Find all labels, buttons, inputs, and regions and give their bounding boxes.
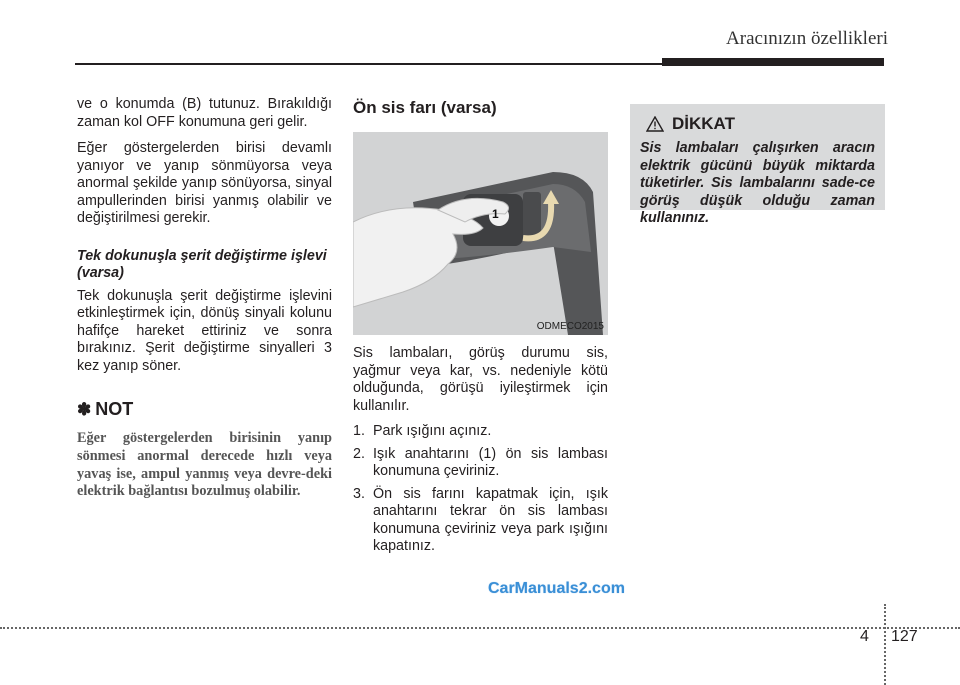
- paragraph: Eğer göstergelerden birisi devamlı yanıyor ve yanıp sönmüyorsa veya anormal şekilde yanıp sönüyorsa, sinyal ampullerinden birisi yanmış olabilir ve değiştirilmesi gerekir.: [77, 140, 332, 226]
- chapter-number: 4: [860, 628, 869, 645]
- step-number: 2.: [353, 445, 365, 462]
- caution-body: Sis lambaları çalışırken aracın elektrik gücünü büyük miktarda tüketirler. Sis lambalarını sade-ce görüş düşük olduğu zaman kullanınız.: [640, 140, 875, 226]
- running-header-title: Aracınızın özellikleri: [726, 28, 888, 49]
- page-number: 127: [891, 628, 918, 645]
- footer-rule: [0, 627, 960, 629]
- fog-light-switch-figure: [353, 132, 608, 335]
- middle-column: [353, 96, 608, 561]
- left-column: [77, 96, 332, 501]
- list-item: [353, 486, 608, 556]
- list-item: [353, 423, 608, 441]
- paragraph: Sis lambaları, görüş durumu sis, yağmur veya kar, vs. nedeniyle kötü olduğunda, görüşü iyileştirmek için kullanılır.: [353, 345, 608, 414]
- steps-list: [353, 423, 608, 556]
- footer-divider: [884, 604, 886, 685]
- note-body: Eğer göstergelerden birisinin yanıp sönmesi anormal derecede hızlı veya yavaş ise, ampul yanmış veya devre-deki elektrik bağlantısı bozulmuş olabilir.: [77, 430, 332, 500]
- paragraph: Tek dokunuşla şerit değiştirme işlevini etkinleştirmek için, dönüş sinyali kolunu hafifçe hareket ettiriniz ve sonra bırakınız. Şerit değiştirme sinyalleri 3 kez yanıp söner.: [77, 287, 332, 374]
- section-title: Ön sis farı (varsa): [353, 98, 497, 117]
- step-number: 1.: [353, 423, 365, 439]
- header-rule-bar: [662, 58, 884, 66]
- warning-triangle-icon: [646, 116, 664, 132]
- caution-title: DİKKAT: [672, 114, 735, 133]
- step-text: Işık anahtarını (1) ön sis lambası konumuna çeviriniz.: [373, 445, 608, 479]
- header-rule: [75, 63, 665, 65]
- figure-label: ODMECO2015: [536, 321, 604, 332]
- watermark: CarManuals2.com: [488, 580, 625, 597]
- step-text: Park ışığını açınız.: [373, 423, 492, 439]
- subheading: Tek dokunuşla şerit değiştirme işlevi (varsa): [77, 247, 327, 281]
- note-star-icon: ✽: [77, 399, 92, 419]
- list-item: [353, 446, 608, 481]
- paragraph: ve o konumda (B) tutunuz. Bırakıldığı zaman kol OFF konumuna geri gelir.: [77, 96, 332, 130]
- step-text: Ön sis farını kapatmak için, ışık anahtarını tekrar ön sis lambası konumuna çeviriniz veya park ışığını kapatınız.: [373, 485, 608, 554]
- callout-number: 1: [492, 207, 499, 221]
- fog-light-switch-illustration: [353, 132, 608, 335]
- caution-heading: [640, 114, 875, 134]
- step-number: 3.: [353, 485, 365, 502]
- note-title: NOT: [95, 399, 134, 419]
- right-column: [630, 104, 885, 226]
- note-heading: [77, 399, 332, 420]
- caution-box: [630, 104, 885, 226]
